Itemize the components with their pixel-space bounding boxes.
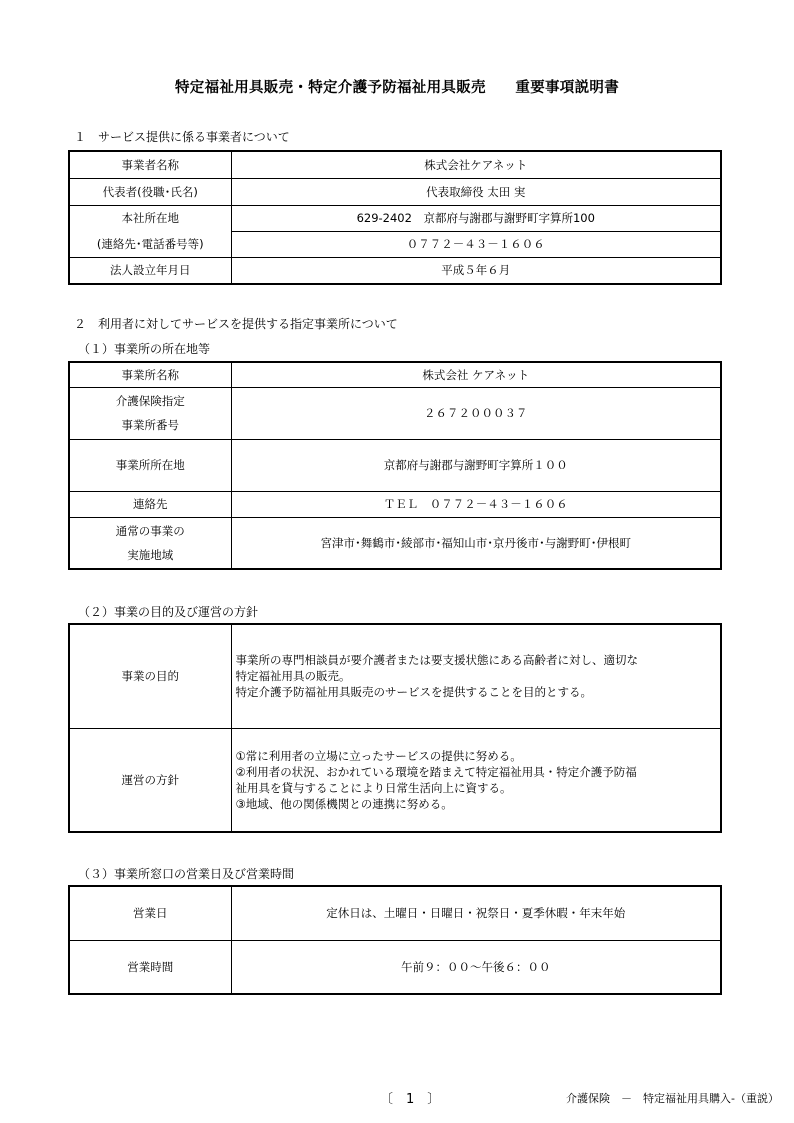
- business-days-value: 定休日は、土曜日・日曜日・祝祭日・夏季休暇・年末年始: [231, 886, 721, 940]
- section2-heading: ２ 利用者に対してサービスを提供する指定事業所について: [74, 317, 398, 331]
- policy-line: ②利用者の状況、おかれている環境を踏まえて特定福祉用具・特定介護予防福: [235, 764, 637, 779]
- section1-heading: １ サービス提供に係る事業者について: [74, 130, 290, 144]
- table-row: [69, 205, 721, 231]
- policy-label: 運営の方針: [69, 728, 231, 832]
- business-hours-table: [68, 885, 722, 995]
- section2-sub1-heading: （１）事業所の所在地等: [78, 342, 211, 356]
- service-area-value: 宮津市･舞鶴市･綾部市･福知山市･京丹後市･与謝野町･伊根町: [231, 517, 721, 569]
- office-name-value: 株式会社 ケアネット: [231, 362, 721, 387]
- office-address-label: 事業所所在地: [69, 439, 231, 491]
- office-info-table: [68, 361, 722, 570]
- service-area-label-line2: 実施地域: [127, 547, 174, 562]
- purpose-line: 事業所の専門相談員が要介護者または要支援状態にある高齢者に対し、適切な: [235, 653, 638, 668]
- table-row: [69, 178, 721, 205]
- purpose-text: [231, 624, 721, 728]
- business-days-label: 営業日: [69, 886, 231, 940]
- section2-sub2-heading: （２）事業の目的及び運営の方針: [78, 605, 259, 619]
- founded-label: 法人設立年月日: [69, 257, 231, 284]
- office-contact-label: 連絡先: [69, 491, 231, 517]
- office-number-value: ２６７２０００３７: [231, 387, 721, 439]
- office-number-label-line1: 介護保険指定: [115, 394, 185, 408]
- representative-label: 代表者(役職･氏名): [69, 178, 231, 205]
- contact-value: ０７７２－４３－１６０６: [231, 231, 721, 257]
- contact-label: (連絡先･電話番号等): [69, 231, 231, 257]
- office-number-label-line2: 事業所番号: [121, 418, 179, 432]
- footer-note: 介護保険 － 特定福祉用具購入-（重説）: [566, 1092, 779, 1105]
- policy-line: ①常に利用者の立場に立ったサービスの提供に努める。: [235, 748, 522, 763]
- table-row: [69, 257, 721, 284]
- table-row: [69, 624, 721, 728]
- company-name-value: 株式会社ケアネット: [231, 151, 721, 178]
- table-row: [69, 940, 721, 994]
- service-area-label-line1: 通常の事業の: [115, 523, 185, 538]
- purpose-policy-table: [68, 623, 722, 833]
- purpose-line: 特定福祉用具の販売。: [235, 669, 351, 684]
- document-title: 特定福祉用具販売・特定介護予防福祉用具販売 重要事項説明書: [175, 80, 619, 96]
- office-contact-value: ＴＥＬ ０７７２－４３－１６０６: [231, 491, 721, 517]
- purpose-label: 事業の目的: [69, 624, 231, 728]
- table-row: [69, 517, 721, 569]
- company-info-table: [68, 150, 722, 285]
- representative-value: 代表取締役 太田 実: [231, 178, 721, 205]
- company-name-label: 事業者名称: [69, 151, 231, 178]
- purpose-line: 特定介護予防福祉用具販売のサービスを提供することを目的とする。: [235, 685, 592, 700]
- table-row: [69, 491, 721, 517]
- head-office-label: 本社所在地: [69, 205, 231, 231]
- table-row: [69, 728, 721, 832]
- office-name-label: 事業所名称: [69, 362, 231, 387]
- business-hours-value: 午前９：００～午後６：００: [231, 940, 721, 994]
- office-number-label: [69, 387, 231, 439]
- table-row: [69, 439, 721, 491]
- business-hours-label: 営業時間: [69, 940, 231, 994]
- section2-sub3-heading: （３）事業所窓口の営業日及び営業時間: [78, 867, 295, 881]
- policy-line: ③地域、他の関係機関との連携に努める。: [235, 796, 453, 811]
- table-row: [69, 151, 721, 178]
- policy-text: [231, 728, 721, 832]
- page-number: 〔 1 〕: [380, 1092, 441, 1107]
- founded-value: 平成５年６月: [231, 257, 721, 284]
- policy-line: 祉用具を貸与することにより日常生活向上に資する。: [235, 780, 512, 795]
- head-office-value: 629-2402 京都府与謝郡与謝野町字算所100: [231, 205, 721, 231]
- table-row: [69, 231, 721, 257]
- table-row: [69, 886, 721, 940]
- office-address-value: 京都府与謝郡与謝野町字算所１００: [231, 439, 721, 491]
- table-row: [69, 387, 721, 439]
- table-row: [69, 362, 721, 387]
- service-area-label: [69, 517, 231, 569]
